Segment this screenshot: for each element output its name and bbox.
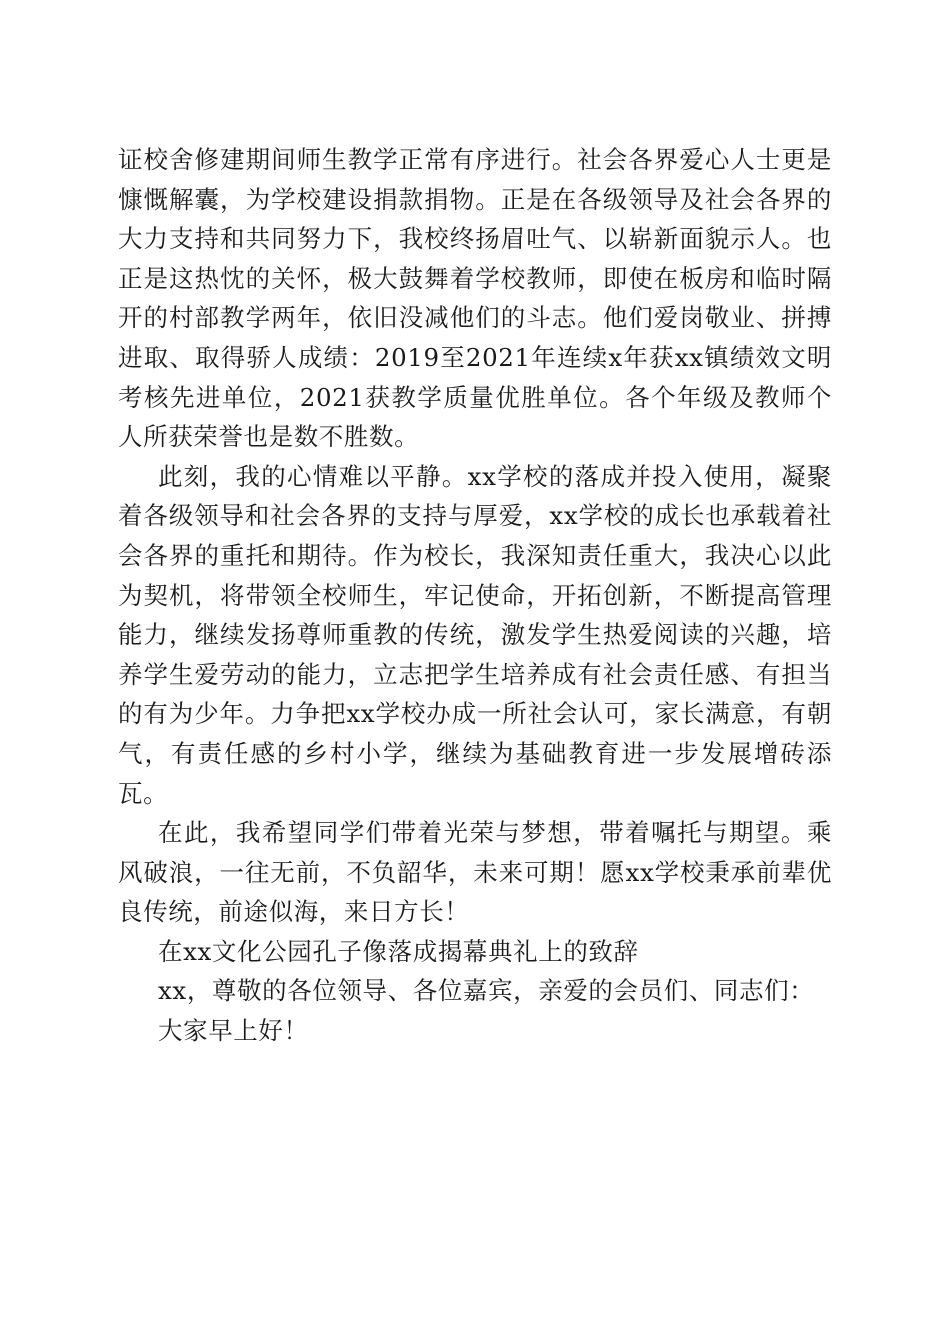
speech-greeting: 大家早上好！ (158, 1016, 309, 1046)
paragraph-resolve: 此刻，我的心情难以平静。xx学校的落成并投入使用，凝聚着各级领导和社会各界的支持与厚爱，xx学校的成长也承载着社会各界的重托和期待。作为校长，我深知责任重大，我决心以此为契机，将带领全校师生，牢记使命，开拓创新，不断提高管理能力，继续发扬尊师重教的传统，激发学生热爱阅读的兴趣，培养学生爱劳动的能力，立志把学生培养成有社会责任感、有担当的有为少年。力争把xx学校办成一所社会认可，家长满意，有朝气，有责任感的乡村小学，继续为基础教育进一步发展增砖添瓦。 (118, 461, 832, 808)
document-body (118, 140, 832, 1051)
paragraph-wish: 在此，我希望同学们带着光荣与梦想，带着嘱托与期望。乘风破浪，一往无前，不负韶华，未来可期！愿xx学校秉承前辈优良传统，前途似海，来日方长！ (118, 818, 832, 927)
speech-title: 在xx文化公园孔子像落成揭幕典礼上的致辞 (158, 936, 639, 966)
speech-salutation: xx，尊敬的各位领导、各位嘉宾，亲爱的会员们、同志们： (158, 976, 815, 1006)
paragraph-continuation: 证校舍修建期间师生教学正常有序进行。社会各界爱心人士更是慷慨解囊，为学校建设捐款捐物。正是在各级领导及社会各界的大力支持和共同努力下，我校终扬眉吐气、以崭新面貌示人。也正是这热忱的关怀，极大鼓舞着学校教师，即使在板房和临时隔开的村部教学两年，依旧没减他们的斗志。他们爱岗敬业、拼搏进取、取得骄人成绩：2019至2021年连续x年获xx镇绩效文明考核先进单位，2021获教学质量优胜单位。各个年级及教师个人所获荣誉也是数不胜数。 (118, 145, 832, 452)
